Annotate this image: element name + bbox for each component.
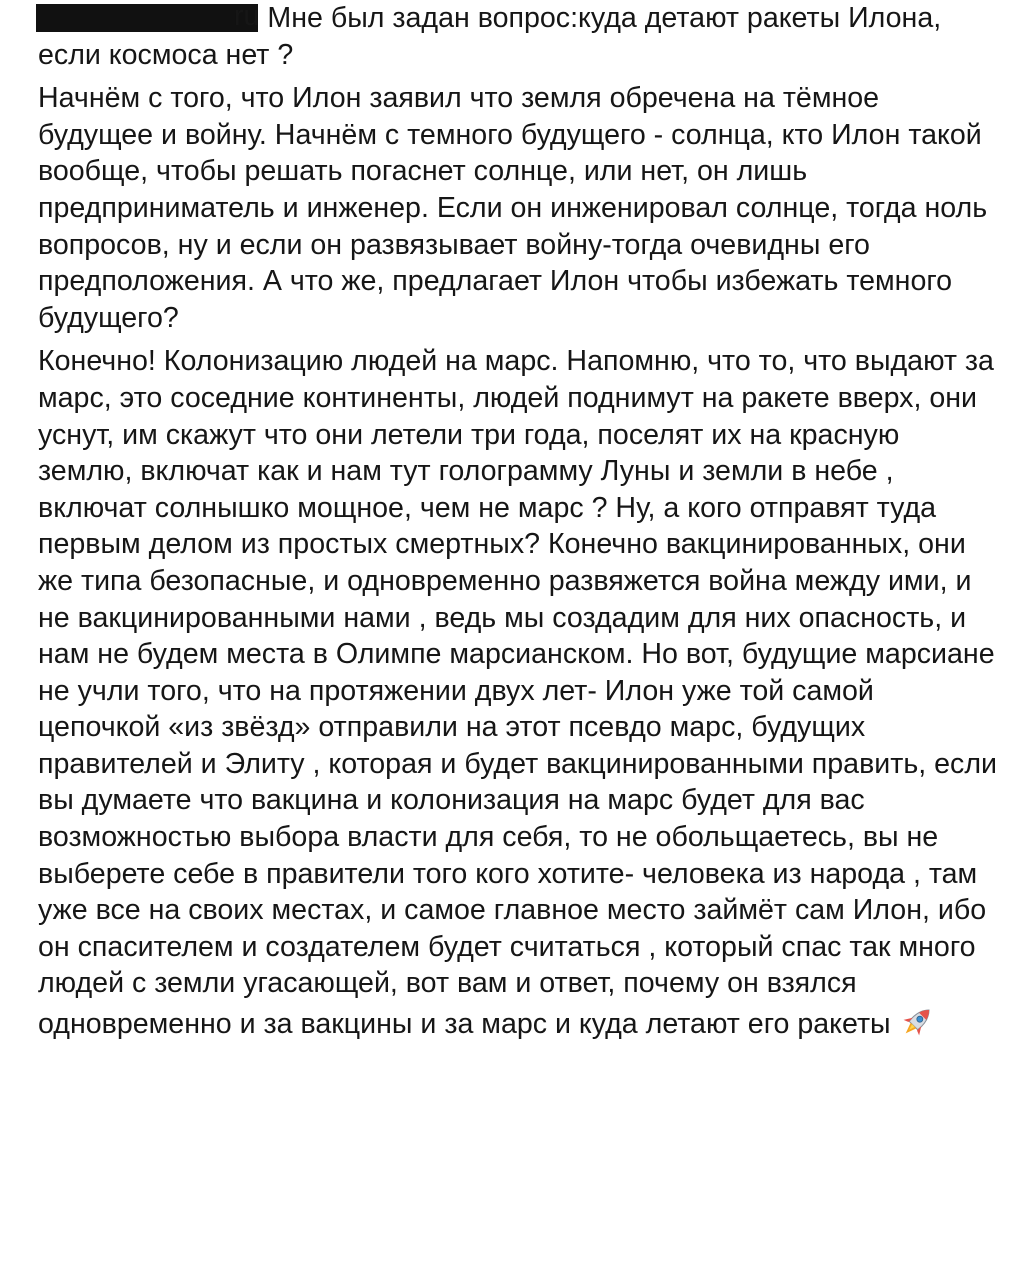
paragraph-text: Начнём с того, что Илон заявил что земля обречена на тёмное будущее и войну. Начнём с темного будущего - солнца, кто Илон такой вообще, чтобы решать погаснет солнце, или нет, он лишь предприниматель и инженер. Если он инженировал солнце, тогда ноль вопросов, ну и если он развязывает войну-тогда очевидны его предположения. А что же, предлагает Илон чтобы избежать темного будущего? <box>38 82 988 334</box>
paragraph-main <box>38 343 998 1042</box>
rocket-icon <box>897 1002 937 1042</box>
post-text <box>38 0 998 1050</box>
paragraph-text: Мне был задан вопрос:куда детают ракеты Илона, если космоса нет ? <box>38 2 942 71</box>
paragraph-question <box>38 0 998 73</box>
paragraph-text: Конечно! Колонизацию людей на марс. Напомню, что то, что выдают за марс, это соседние континенты, людей поднимут на ракете вверх, они уснут, им скажут что они летели три года, поселят их на красную землю, включат как и нам тут голограмму Луны и земли в небе , включат солнышко мощное, чем не марс ? Ну, а кого отправят туда первым делом из простых смертных? Конечно вакцинированных, они же типа безопасные, и одновременно развяжется война между ими, и не вакцинированными нами , ведь мы создадим для них опасность, и нам не будем места в Олимпе марсианском. Но вот, будущие марсиане не учли того, что на протяжении двух лет- Илон уже той самой цепочкой «из звёзд» отправили на этот псевдо марс, будущих правителей и Элиту , которая и будет вакцинированными править, если вы думаете что вакцина и колонизация на марс будет для вас возможностью выбора власти для себя, то не обольщаетесь, вы не выберете себе в правители того кого хотите- человека из народа , там уже все на своих местах, и самое главное место займёт сам Илон, ибо он спасителем и создателем будет считаться , который спас так много людей с земли угасающей, вот вам и ответ, почему он взялся одновременно и за вакцины и за марс и куда летают его ракеты <box>38 345 997 1041</box>
redacted-source <box>36 4 258 32</box>
source-suffix: ru <box>234 0 260 32</box>
paragraph-intro <box>38 80 998 336</box>
